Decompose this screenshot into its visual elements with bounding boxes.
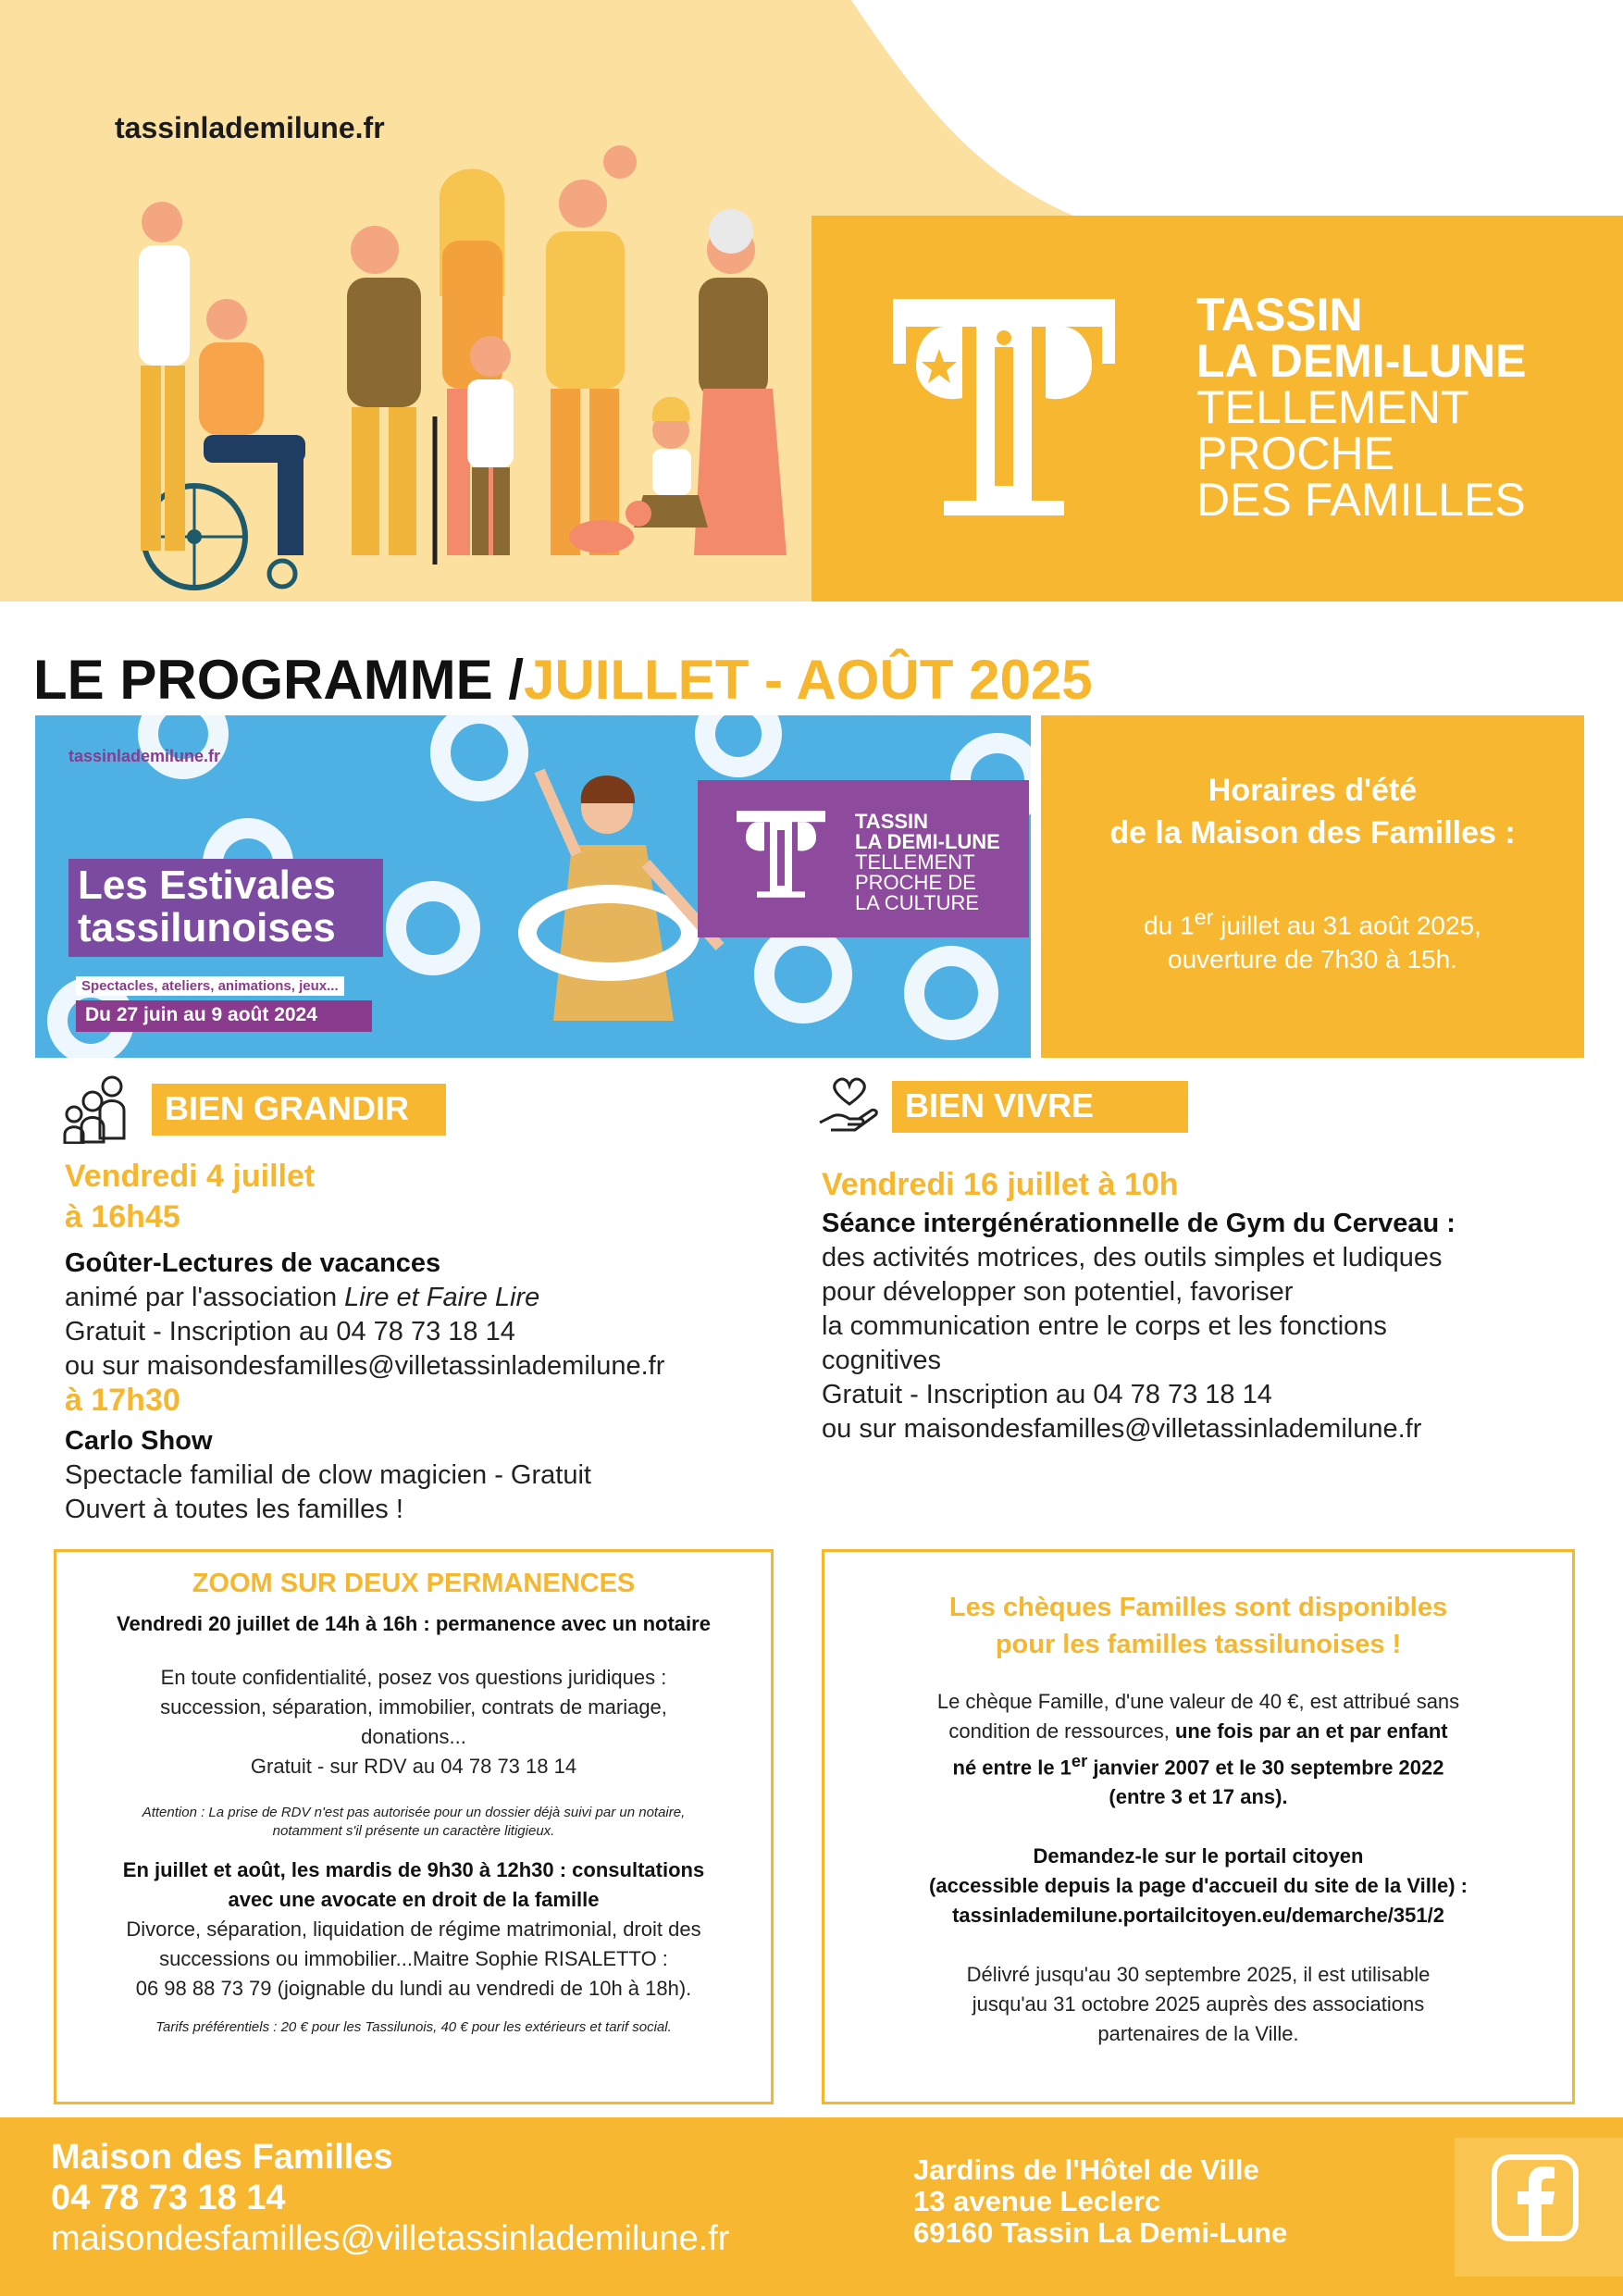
summer-hours-sup: er — [1194, 905, 1214, 929]
bg-event1-line3[interactable]: ou sur maisondesfamilles@villetassinlademilune.fr — [65, 1351, 665, 1381]
cheques-title-line2: pour les familles tassilunoises ! — [995, 1630, 1402, 1659]
footer-address-line2: 13 avenue Leclerc — [913, 2185, 1161, 2217]
zoom-p2-line1: Divorce, séparation, liquidation de régime matrimonial, droit des — [126, 1917, 701, 1941]
bg-time1: à 16h45 — [65, 1199, 180, 1235]
summer-hours-body — [1041, 900, 1584, 976]
footer-address-line3: 69160 Tassin La Demi-Lune — [913, 2216, 1288, 2249]
zoom-p2-line3: 06 98 88 73 79 (joignable du lundi au vendredi de 10h à 18h). — [135, 1977, 692, 2000]
facebook-icon — [1492, 2154, 1579, 2241]
brand-text — [1196, 289, 1527, 526]
zoom-tarifs: Tarifs préférentiels : 20 € pour les Tassilunois, 40 € pour les extérieurs et tarif social. — [155, 2019, 672, 2035]
summer-hours-post: juillet au 31 août 2025, — [1213, 911, 1481, 940]
bg-event1-association: Lire et Faire Lire — [344, 1283, 540, 1312]
culture-line2: LA DEMI-LUNE — [855, 830, 1000, 853]
zoom-title: ZOOM SUR DEUX PERMANENCES — [192, 1569, 636, 1598]
bg-event1-title: Goûter-Lectures de vacances — [65, 1248, 441, 1278]
bg-date: Vendredi 4 juillet — [65, 1159, 316, 1194]
culture-box — [698, 780, 1029, 937]
brand-line4: PROCHE — [1196, 428, 1394, 479]
bg-event2-line1: Spectacle familial de clow magicien - Gratuit — [65, 1460, 591, 1490]
bv-line4: cognitives — [822, 1346, 941, 1375]
cheques-line3-post: janvier 2007 et le 30 septembre 2022 — [1087, 1756, 1444, 1780]
zoom-p2-title-line1: En juillet et août, les mardis de 9h30 à 12h30 : consultations — [122, 1858, 705, 1881]
footer-email[interactable]: maisondesfamilles@villetassinlademilune.fr — [51, 2219, 730, 2258]
bv-line6[interactable]: ou sur maisondesfamilles@villetassinlademilune.fr — [822, 1414, 1422, 1444]
footer-phone[interactable]: 04 78 73 18 14 — [51, 2178, 286, 2217]
bv-line2: pour développer son potentiel, favoriser — [822, 1277, 1294, 1307]
bien-grandir-content — [65, 1154, 768, 1527]
brand-line3: TELLEMENT — [1196, 381, 1469, 433]
bg-event1-line1 — [65, 1281, 768, 1315]
brand-line2: LA DEMI-LUNE — [1196, 335, 1527, 387]
culture-text — [855, 812, 1000, 913]
culture-line3: TELLEMENT — [855, 850, 975, 874]
estivales-title-line2: tassilunoises — [78, 905, 336, 950]
cheques-line2-bold: une fois par an et par enfant — [1174, 1719, 1448, 1743]
estivales-title-line1: Les Estivales — [78, 863, 336, 908]
culture-line4: PROCHE DE — [855, 871, 976, 894]
cheques-portal-line2: (accessible depuis la page d'accueil du site de la Ville) : — [929, 1874, 1468, 1898]
cheques-title-line1: Les chèques Familles sont disponibles — [948, 1593, 1448, 1622]
footer-address — [913, 2154, 1287, 2249]
cheques-line3-sup: er — [1071, 1751, 1088, 1770]
cheques-line4: (entre 3 et 17 ans). — [1109, 1785, 1288, 1809]
summer-hours-title — [1041, 769, 1584, 854]
program-title-period: JUILLET - AOÛT 2025 — [524, 649, 1093, 711]
bg-event2-line2: Ouvert à toutes les familles ! — [65, 1495, 403, 1524]
bg-event1-line2: Gratuit - Inscription au 04 78 73 18 14 — [65, 1317, 515, 1347]
zoom-p2-title-line2: avec une avocate en droit de la famille — [228, 1888, 600, 1911]
bv-line5: Gratuit - Inscription au 04 78 73 18 14 — [822, 1380, 1272, 1409]
cheques-line1: Le chèque Famille, d'une valeur de 40 €, est attribué sans — [936, 1690, 1460, 1713]
permanences-box — [54, 1549, 774, 2104]
banner-url: tassinlademilune.fr — [68, 747, 221, 765]
bg-time2: à 17h30 — [65, 1383, 180, 1418]
summer-hours-title-line2: de la Maison des Familles : — [1109, 815, 1516, 850]
brand-line1: TASSIN — [1196, 289, 1363, 341]
zoom-p1-line4: Gratuit - sur RDV au 04 78 73 18 14 — [250, 1755, 577, 1778]
tassin-t-logo-icon — [735, 808, 827, 900]
bv-date: Vendredi 16 juillet à 10h — [822, 1167, 1179, 1202]
estivales-title — [68, 859, 383, 957]
brand-line5: DES FAMILLES — [1196, 474, 1526, 526]
summer-hours-box — [1041, 715, 1584, 1058]
culture-line5: LA CULTURE — [855, 891, 980, 914]
heart-hand-icon — [818, 1076, 881, 1136]
summer-hours-pre: du 1 — [1144, 911, 1195, 940]
summer-hours-title-line1: Horaires d'été — [1208, 773, 1418, 808]
cheques-valid-line3: partenaires de la Ville. — [1097, 2022, 1299, 2046]
bien-vivre-badge: BIEN VIVRE — [892, 1081, 1188, 1133]
estivales-banner[interactable] — [35, 715, 1031, 1058]
estivales-dates: Du 27 juin au 9 août 2024 — [76, 1000, 372, 1032]
zoom-p1-line1: En toute confidentialité, posez vos questions juridiques : — [160, 1666, 667, 1689]
site-url[interactable]: tassinlademilune.fr — [115, 111, 385, 144]
bv-line1: des activités motrices, des outils simples et ludiques — [822, 1243, 1443, 1272]
program-title-main: LE PROGRAMME / — [33, 649, 525, 711]
culture-line1: TASSIN — [855, 810, 929, 833]
bg-event2-title: Carlo Show — [65, 1426, 213, 1456]
cheques-valid-line2: jusqu'au 31 octobre 2025 auprès des associations — [972, 1992, 1425, 2017]
bien-vivre-content — [822, 1162, 1580, 1446]
bv-line3: la communication entre le corps et les fonctions — [822, 1311, 1387, 1341]
bien-grandir-badge: BIEN GRANDIR — [152, 1084, 446, 1136]
cheques-portal-line1: Demandez-le sur le portail citoyen — [1033, 1844, 1364, 1868]
bv-title: Séance intergénérationnelle de Gym du Cerveau : — [822, 1209, 1456, 1238]
facebook-button[interactable] — [1455, 2138, 1623, 2277]
footer-address-line1: Jardins de l'Hôtel de Ville — [913, 2153, 1259, 2186]
family-illustration — [83, 139, 805, 602]
zoom-p1-line3: donations... — [361, 1725, 466, 1748]
cheques-box — [822, 1549, 1575, 2104]
bg-event1-line1-pre: animé par l'association — [65, 1283, 345, 1312]
cheques-portal-link[interactable]: tassinlademilune.portailcitoyen.eu/demarche/351/2 — [952, 1904, 1444, 1928]
zoom-p2-line2: successions ou immobilier...Maitre Sophie RISALETTO : — [159, 1947, 668, 1970]
footer-name: Maison des Familles — [51, 2138, 393, 2177]
cheques-valid-line1: Délivré jusqu'au 30 septembre 2025, il est utilisable — [966, 1963, 1431, 1987]
cheques-line3 — [843, 1746, 1554, 1782]
program-title — [33, 648, 1093, 712]
family-icon — [61, 1074, 135, 1144]
zoom-attention-line1: Attention : La prise de RDV n'est pas autorisée pour un dossier déjà suivi par un notaire, — [142, 1805, 686, 1820]
zoom-attention-line2: notamment s'il présente un caractère litigieux. — [272, 1823, 555, 1839]
cheques-line2-pre: condition de ressources, — [948, 1719, 1175, 1743]
tassin-t-logo-icon — [888, 292, 1120, 523]
footer — [0, 2117, 1623, 2296]
summer-hours-line2: ouverture de 7h30 à 15h. — [1168, 945, 1457, 974]
zoom-p1-title: Vendredi 20 juillet de 14h à 16h : permanence avec un notaire — [117, 1612, 711, 1635]
cheques-line3-pre: né entre le 1 — [952, 1756, 1072, 1780]
zoom-p1-line2: succession, séparation, immobilier, contrats de mariage, — [160, 1695, 667, 1719]
cheques-line2 — [843, 1717, 1554, 1746]
estivales-subtitle: Spectacles, ateliers, animations, jeux... — [76, 976, 344, 996]
